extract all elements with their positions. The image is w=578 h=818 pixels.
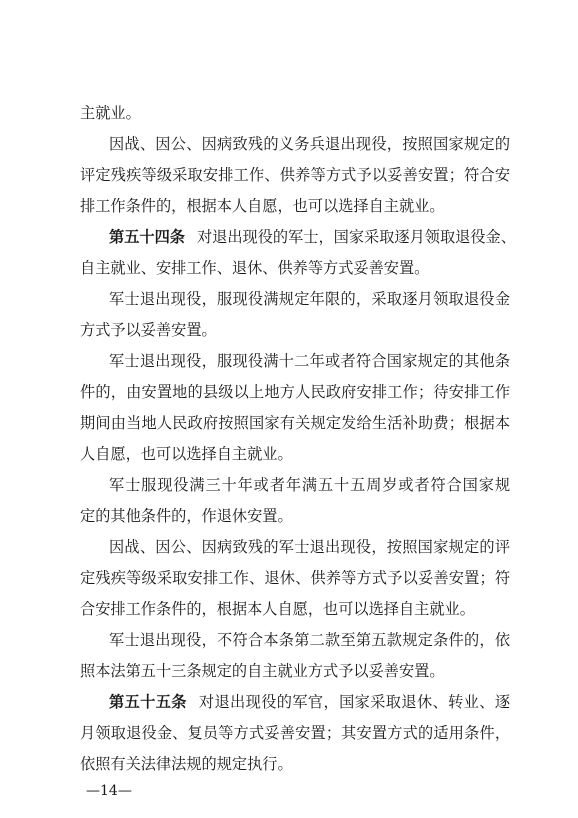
line-text: 件的，由安置地的县级以上地方人民政府安排工作；待安排工作 <box>80 383 510 401</box>
line-text: 因战、因公、因病致残的义务兵退出现役，按照国家规定的 <box>109 135 510 153</box>
line-text: 主就业。 <box>80 104 141 122</box>
text-line <box>80 382 510 402</box>
line-text: 定残疾等级采取安排工作、退休、供养等方式予以妥善安置；符 <box>80 569 510 587</box>
article-heading-line <box>109 227 516 247</box>
article-number: 第五十四条 <box>109 228 185 246</box>
article-number: 第五十五条 <box>109 693 187 711</box>
line-text: 军士退出现役，服现役满规定年限的，采取逐月领取退役金 <box>109 290 510 308</box>
line-text: 月领取退役金、复员等方式妥善安置；其安置方式的适用条件， <box>80 724 510 742</box>
text-line <box>80 196 510 216</box>
text-line <box>109 475 510 495</box>
line-text: 因战、因公、因病致残的军士退出现役，按照国家规定的评 <box>109 538 510 556</box>
text-line <box>80 754 510 774</box>
article-heading-line <box>109 692 510 712</box>
line-text: 人自愿，也可以选择自主就业。 <box>80 445 293 463</box>
line-text: 排工作条件的，根据本人自愿，也可以选择自主就业。 <box>80 197 445 215</box>
text-line <box>109 134 510 154</box>
line-text: 对退出现役的军官，国家采取退休、转业、逐 <box>198 693 511 711</box>
text-line <box>109 537 510 557</box>
text-line <box>109 351 510 371</box>
text-line <box>109 289 510 309</box>
line-text: 合安排工作条件的，根据本人自愿，也可以选择自主就业。 <box>80 600 475 618</box>
text-line <box>80 568 510 588</box>
line-text: 方式予以妥善安置。 <box>80 321 217 339</box>
line-text: 对退出现役的军士，国家采取逐月领取退役金、 <box>196 228 516 246</box>
line-text: 自主就业、安排工作、退休、供养等方式妥善安置。 <box>80 259 430 277</box>
text-line <box>80 599 510 619</box>
text-line <box>80 723 510 743</box>
text-line <box>80 165 510 185</box>
line-text: 定的其他条件的，作退休安置。 <box>80 507 293 525</box>
line-text: 军士服现役满三十年或者年满五十五周岁或者符合国家规 <box>109 476 510 494</box>
text-line <box>80 413 510 433</box>
text-line <box>80 444 510 464</box>
text-line <box>80 103 510 123</box>
text-line <box>80 506 510 526</box>
text-line <box>109 630 510 650</box>
line-text: 军士退出现役，服现役满十二年或者符合国家规定的其他条 <box>109 352 510 370</box>
line-text: 依照有关法律法规的规定执行。 <box>80 755 293 773</box>
text-line <box>80 320 510 340</box>
line-text: 照本法第五十三条规定的自主就业方式予以妥善安置。 <box>80 662 445 680</box>
page-number: —14— <box>86 783 132 799</box>
line-text: 军士退出现役，不符合本条第二款至第五款规定条件的，依 <box>109 631 510 649</box>
line-text: 期间由当地人民政府按照国家有关规定发给生活补助费；根据本 <box>80 414 510 432</box>
text-line <box>80 661 510 681</box>
text-line <box>80 258 510 278</box>
line-text: 评定残疾等级采取安排工作、供养等方式予以妥善安置；符合安 <box>80 166 510 184</box>
